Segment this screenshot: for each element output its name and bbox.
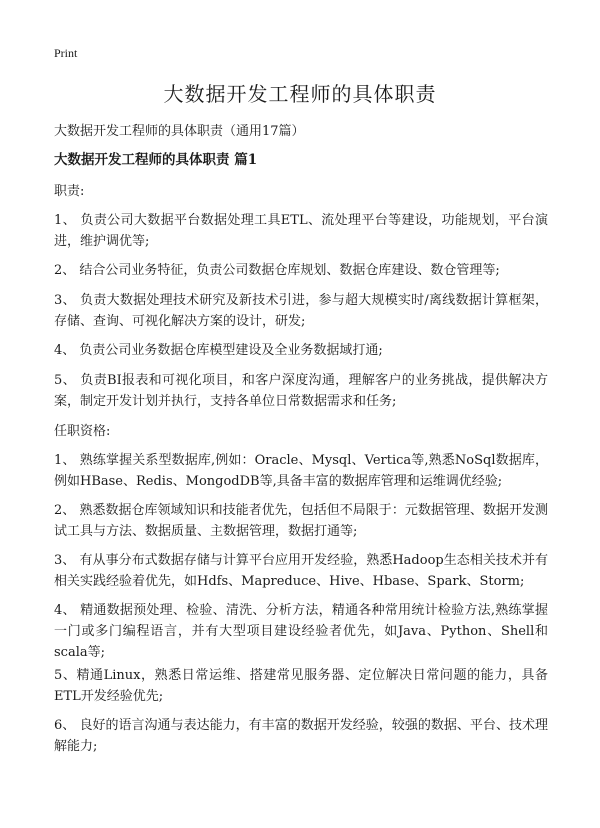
duty-item-3: 3、 负责大数据处理技术研究及新技术引进，参与超大规模实时/离线数据计算框架，存储、查询、可视化解决方案的设计，研发; — [54, 293, 548, 329]
qualification-item-4: 4、 精通数据预处理、检验、清洗、分析方法，精通各种常用统计检验方法,熟练掌握一门或多门编程语言，并有大型项目建设经验者优先，如Java、Python、Shell和scala等; — [54, 603, 548, 660]
qualifications-label: 任职资格: — [54, 424, 111, 439]
qualification-item-1: 1、 熟练掌握关系型数据库,例如：Oracle、Mysql、Vertica等,熟悉NoSql数据库，例如HBase、Redis、MongodDB等,具备丰富的数据库管理和运维调优经验; — [54, 453, 548, 489]
qualification-item-5: 5、精通Linux，熟悉日常运维、搭建常见服务器、定位解决日常问题的能力，具备ETL开发经验优先; — [54, 668, 548, 704]
print-label: Print — [54, 46, 78, 60]
page-title: 大数据开发工程师的具体职责 — [163, 82, 437, 106]
duty-item-5: 5、 负责BI报表和可视化项目，和客户深度沟通，理解客户的业务挑战，提供解决方案，制定开发计划并执行，支持各单位日常数据需求和任务; — [54, 373, 548, 409]
qualification-item-2: 2、 熟悉数据仓库领域知识和技能者优先，包括但不局限于：元数据管理、数据开发测试工具与方法、数据质量、主数据管理，数据打通等; — [54, 503, 548, 539]
duty-item-4: 4、 负责公司业务数据仓库模型建设及全业务数据域打通; — [54, 343, 383, 358]
duty-item-1: 1、 负责公司大数据平台数据处理工具ETL、流处理平台等建设，功能规划，平台演进，维护调优等; — [54, 213, 548, 249]
document-subtitle: 大数据开发工程师的具体职责（通用17篇） — [54, 124, 305, 139]
qualification-item-6: 6、 良好的语言沟通与表达能力，有丰富的数据开发经验，较强的数据、平台、技术理解能力; — [54, 718, 548, 754]
section-title: 大数据开发工程师的具体职责 篇1 — [54, 152, 258, 168]
duty-item-2: 2、 结合公司业务特征，负责公司数据仓库规划、数据仓库建设、数仓管理等; — [54, 263, 500, 278]
duties-label: 职责: — [54, 184, 85, 199]
qualification-item-3: 3、 有从事分布式数据存储与计算平台应用开发经验，熟悉Hadoop生态相关技术并有相关实践经验着优先，如Hdfs、Mapreduce、Hive、Hbase、Spark、Storm; — [54, 553, 548, 589]
